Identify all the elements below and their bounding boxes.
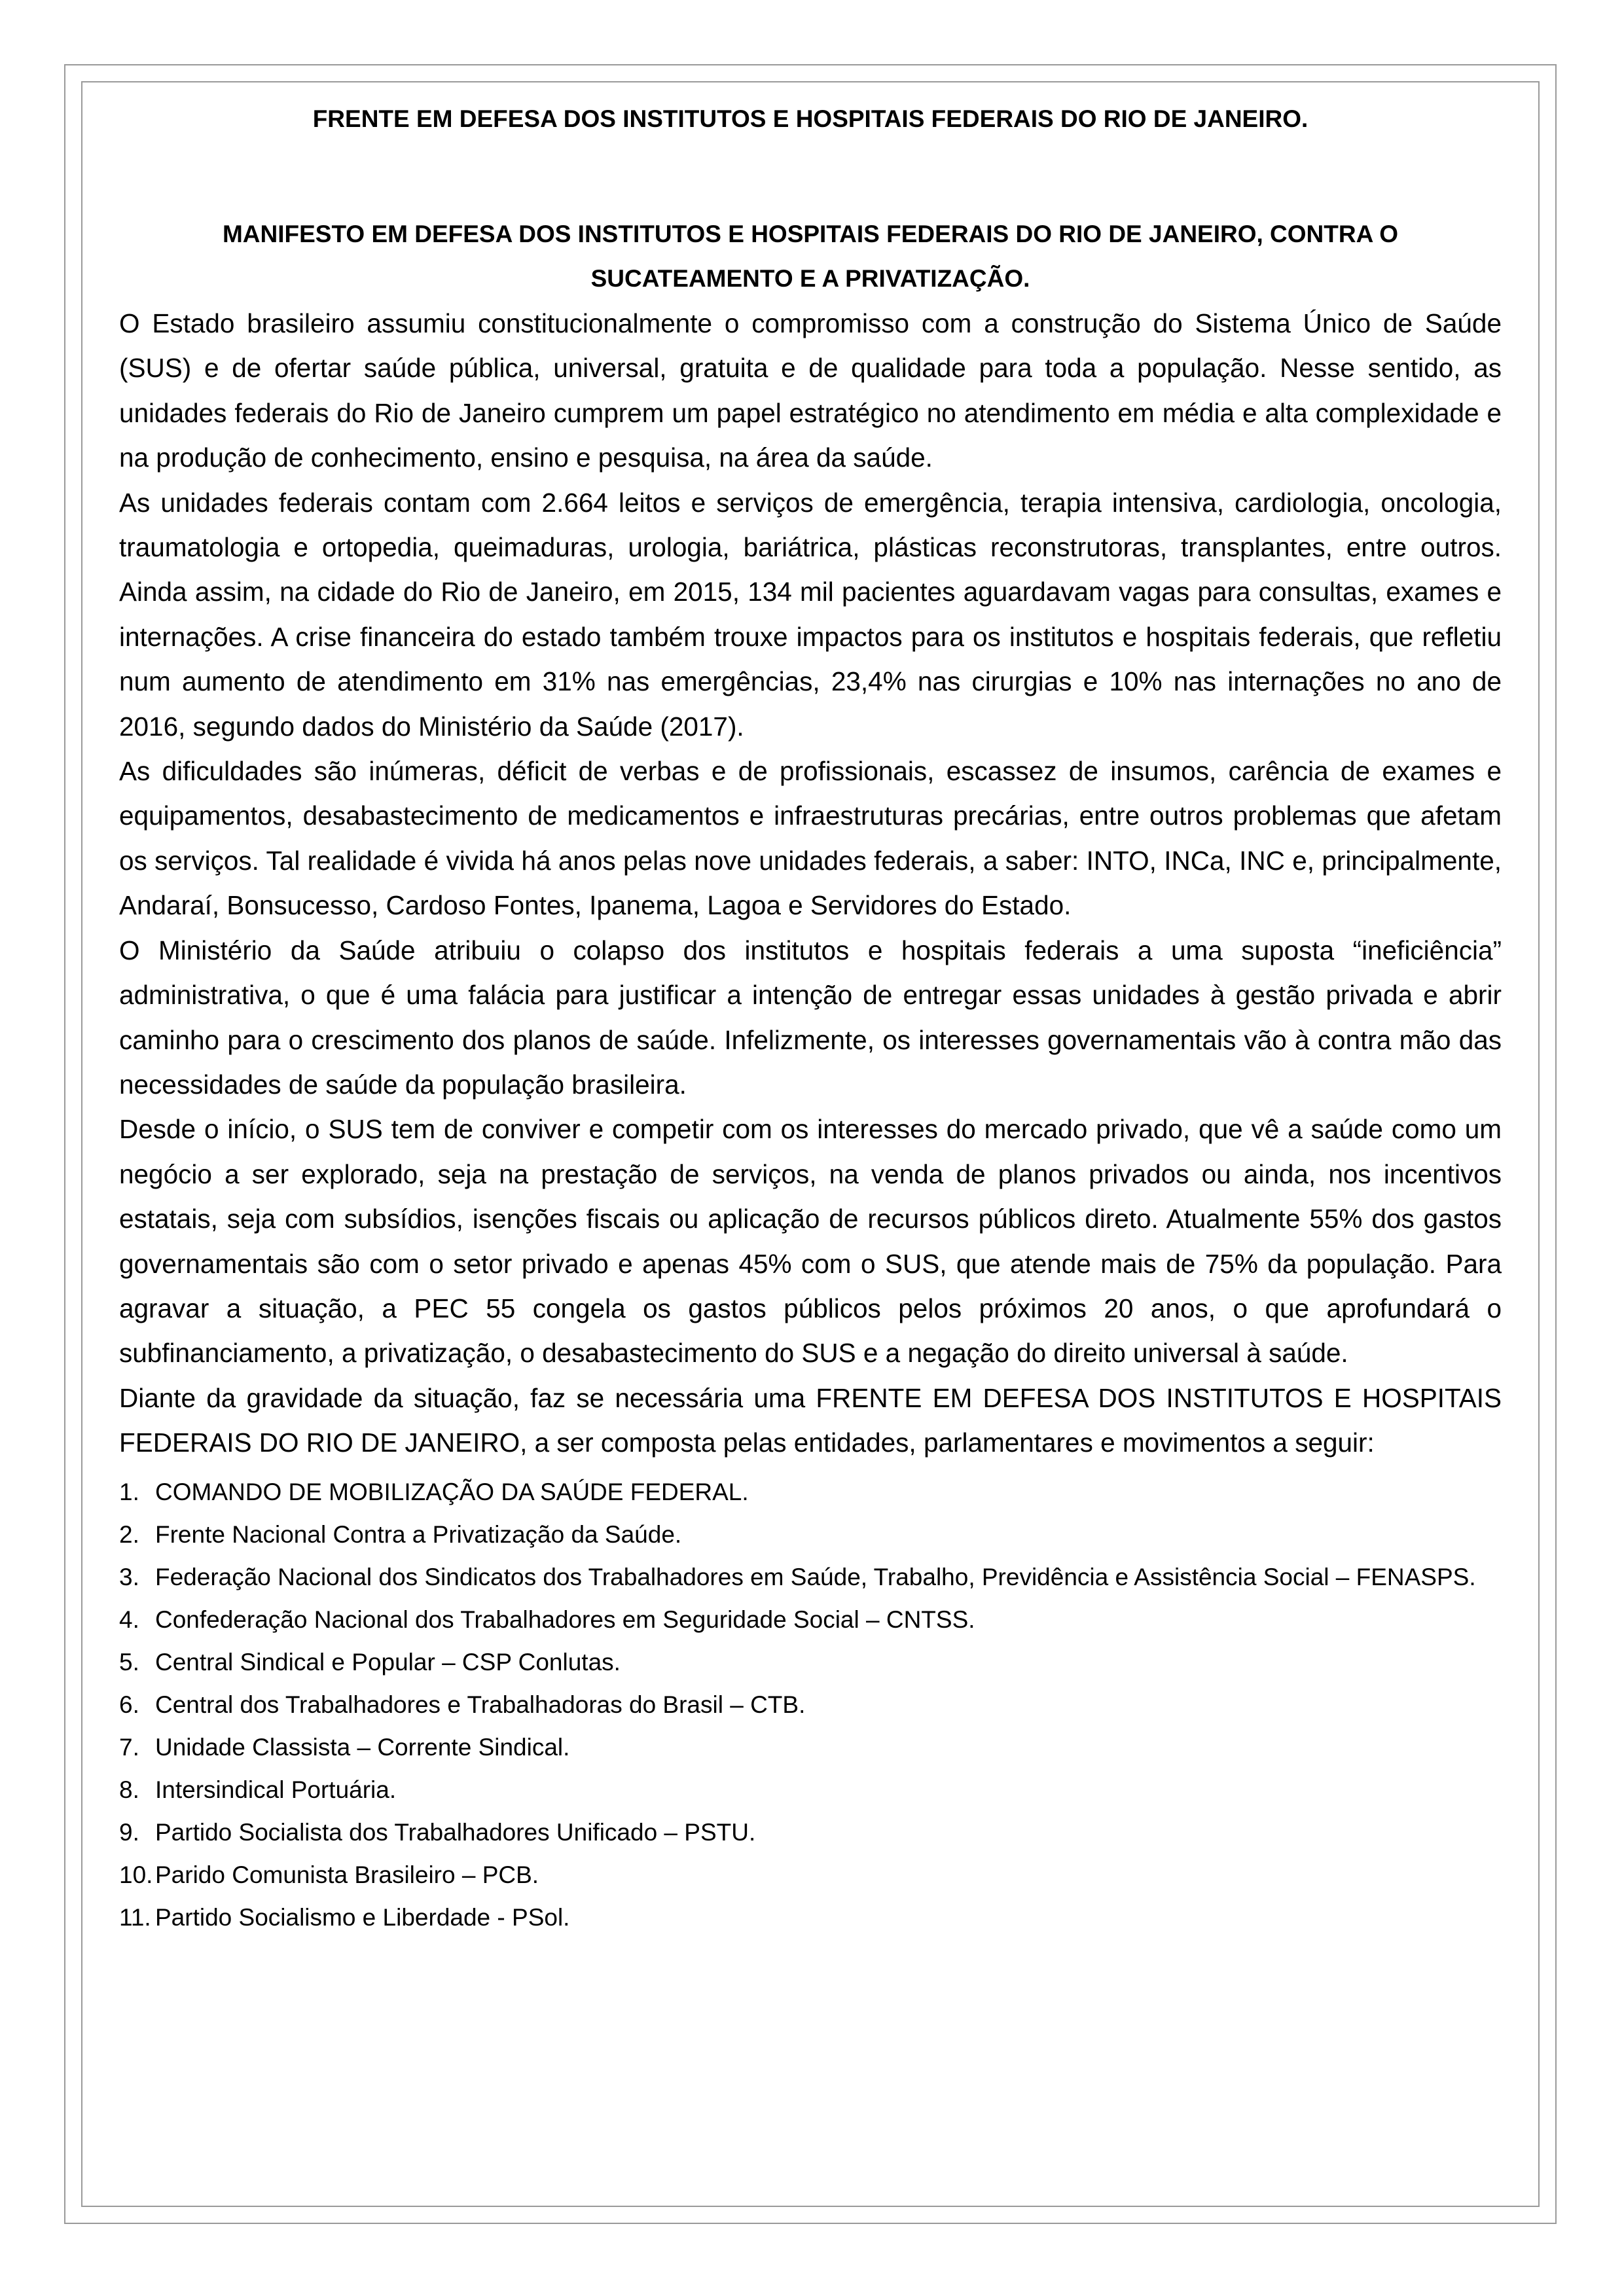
list-item-text: Federação Nacional dos Sindicatos dos Trabalhadores em Saúde, Trabalho, Previdência e Assistência Social – FENASPS.	[155, 1563, 1476, 1590]
list-item-text: Confederação Nacional dos Trabalhadores em Seguridade Social – CNTSS.	[155, 1605, 975, 1633]
paragraph-front-call: Diante da gravidade da situação, faz se necessária uma FRENTE EM DEFESA DOS INSTITUTOS E HOSPITAIS FEDERAIS DO RIO DE JANEIRO, a ser composta pelas entidades, parlamentares e movimentos a seguir:	[119, 1382, 1502, 1458]
list-item	[119, 1896, 1502, 1939]
list-item	[119, 1641, 1502, 1683]
list-item-number: 8.	[119, 1776, 139, 1803]
list-item	[119, 1854, 1502, 1896]
manifesto-heading: MANIFESTO EM DEFESA DOS INSTITUTOS E HOSPITAIS FEDERAIS DO RIO DE JANEIRO, CONTRA O SUCATEAMENTO E A PRIVATIZAÇÃO.	[222, 221, 1399, 292]
list-item-number: 6.	[119, 1691, 139, 1718]
list-item-number: 2.	[119, 1520, 139, 1548]
list-item-number: 11.	[119, 1903, 151, 1931]
list-item-text: Frente Nacional Contra a Privatização da Saúde.	[155, 1520, 682, 1548]
list-item-number: 4.	[119, 1605, 139, 1633]
list-item	[119, 1513, 1502, 1556]
document-title: FRENTE EM DEFESA DOS INSTITUTOS E HOSPITAIS FEDERAIS DO RIO DE JANEIRO.	[312, 105, 1308, 132]
list-item-text: COMANDO DE MOBILIZAÇÃO DA SAÚDE FEDERAL.	[155, 1478, 749, 1505]
list-item-text: Parido Comunista Brasileiro – PCB.	[155, 1861, 539, 1888]
list-item	[119, 1726, 1502, 1768]
list-item-text: Central Sindical e Popular – CSP Conlutas.	[155, 1648, 621, 1676]
list-item	[119, 1811, 1502, 1854]
list-item	[119, 1683, 1502, 1726]
paragraph-private-market: Desde o início, o SUS tem de conviver e competir com os interesses do mercado privado, que vê a saúde como um negócio a ser explorado, seja na prestação de serviços, na venda de planos privados ou ainda, nos incentivos estatais, seja com subsídios, isenções fiscais ou aplicação de recursos públicos direto. Atualmente 55% dos gastos governamentais são com o setor privado e apenas 45% com o SUS, que atende mais de 75% da população. Para agravar a situação, a PEC 55 congela os gastos públicos pelos próximos 20 anos, o que aprofundará o subfinanciamento, a privatização, o desabastecimento do SUS e a negação do direito universal à saúde.	[119, 1114, 1502, 1369]
paragraph-sus-commitment: O Estado brasileiro assumiu constitucionalmente o compromisso com a construção do Sistema Único de Saúde (SUS) e de ofertar saúde pública, universal, gratuita e de qualidade para toda a população. Nesse sentido, as unidades federais do Rio de Janeiro cumprem um papel estratégico no atendimento em média e alta complexidade e na produção de conhecimento, ensino e pesquisa, na área da saúde.	[119, 308, 1502, 473]
list-item-number: 3.	[119, 1563, 139, 1590]
list-item-text: Partido Socialismo e Liberdade - PSol.	[155, 1903, 570, 1931]
entities-list	[119, 1471, 1502, 1939]
list-item-text: Unidade Classista – Corrente Sindical.	[155, 1733, 570, 1761]
paragraph-difficulties: As dificuldades são inúmeras, déficit de verbas e de profissionais, escassez de insumos, carência de exames e equipamentos, desabastecimento de medicamentos e infraestruturas precárias, entre outros problemas que afetam os serviços. Tal realidade é vivida há anos pelas nove unidades federais, a saber: INTO, INCa, INC e, principalmente, Andaraí, Bonsucesso, Cardoso Fontes, Ipanema, Lagoa e Servidores do Estado.	[119, 756, 1502, 921]
list-item	[119, 1768, 1502, 1811]
list-item-number: 10.	[119, 1861, 153, 1888]
list-item	[119, 1598, 1502, 1641]
list-item-text: Central dos Trabalhadores e Trabalhadoras do Brasil – CTB.	[155, 1691, 806, 1718]
paragraph-ministry: O Ministério da Saúde atribuiu o colapso dos institutos e hospitais federais a uma suposta “ineficiência” administrativa, o que é uma falácia para justificar a intenção de entregar essas unidades à gestão privada e abrir caminho para o crescimento dos planos de saúde. Infelizmente, os interesses governamentais vão à contra mão das necessidades de saúde da população brasileira.	[119, 935, 1502, 1100]
document-body	[119, 92, 1502, 1939]
list-item-number: 5.	[119, 1648, 139, 1676]
list-item-text: Partido Socialista dos Trabalhadores Unificado – PSTU.	[155, 1818, 756, 1846]
list-item-number: 1.	[119, 1478, 139, 1505]
list-item-number: 9.	[119, 1818, 139, 1846]
list-item-text: Intersindical Portuária.	[155, 1776, 397, 1803]
list-item	[119, 1471, 1502, 1513]
paragraph-federal-units: As unidades federais contam com 2.664 leitos e serviços de emergência, terapia intensiva, cardiologia, oncologia, traumatologia e ortopedia, queimaduras, urologia, bariátrica, plásticas reconstrutoras, transplantes, entre outros. Ainda assim, na cidade do Rio de Janeiro, em 2015, 134 mil pacientes aguardavam vagas para consultas, exames e internações. A crise financeira do estado também trouxe impactos para os institutos e hospitais federais, que refletiu num aumento de atendimento em 31% nas emergências, 23,4% nas cirurgias e 10% nas internações no ano de 2016, segundo dados do Ministério da Saúde (2017).	[119, 487, 1502, 742]
list-item-number: 7.	[119, 1733, 139, 1761]
list-item	[119, 1556, 1502, 1598]
